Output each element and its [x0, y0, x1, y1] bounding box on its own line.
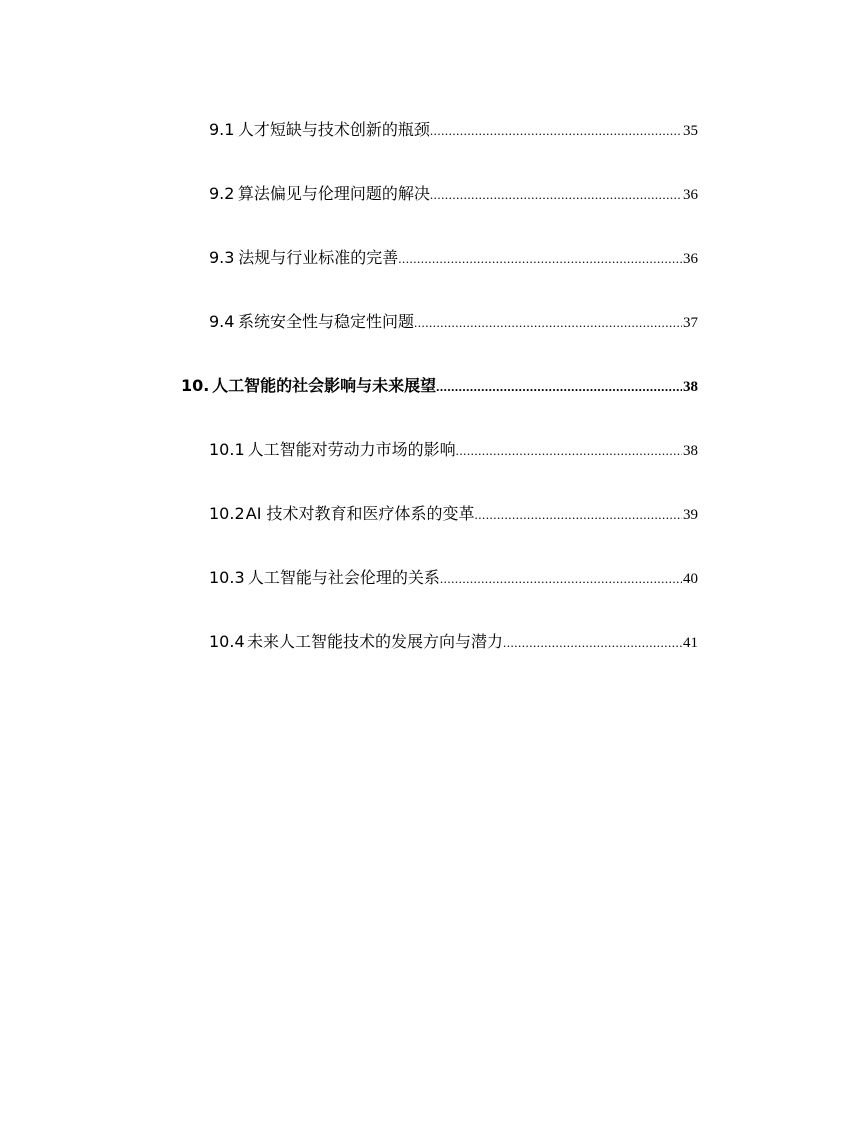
toc-entry-10-4[interactable]: [209, 630, 698, 654]
toc-entry-9-3[interactable]: [209, 246, 698, 270]
toc-entry-page: 37: [683, 315, 698, 331]
toc-entry-title: 系统安全性与稳定性问题: [238, 312, 415, 331]
toc-entry-page: 40: [683, 571, 698, 587]
toc-entry-page: 35: [683, 123, 698, 139]
toc-entry-title: 人工智能与社会伦理的关系: [247, 568, 440, 587]
toc-dot-leader: [436, 375, 682, 399]
toc-dot-leader: [414, 311, 682, 335]
toc-dot-leader: [456, 439, 682, 463]
toc-dot-leader: [398, 247, 682, 271]
toc-entry-title: 未来人工智能技术的发展方向与潜力: [247, 632, 504, 651]
toc-entry-10-1[interactable]: [209, 438, 698, 462]
toc-entry-title: AI 技术对教育和医疗体系的变革: [245, 504, 475, 523]
toc-entry-9-4[interactable]: [209, 310, 698, 334]
toc-entry-9-1[interactable]: [209, 118, 698, 142]
toc-entry-number: 9.2: [209, 184, 235, 203]
toc-entry-number: 10.2: [209, 504, 245, 523]
toc-entry-number: 9.3: [209, 248, 235, 267]
toc-entry-page: 41: [683, 635, 698, 651]
toc-dot-leader: [503, 631, 682, 655]
toc-chapter-10[interactable]: [181, 374, 698, 398]
toc-entry-page: 36: [683, 251, 698, 267]
toc-dot-leader: [430, 183, 682, 207]
toc-entry-number: 10.3: [209, 568, 245, 587]
toc-entry-9-2[interactable]: [209, 182, 698, 206]
toc-entry-number: 9.4: [209, 312, 235, 331]
toc-dot-leader: [475, 503, 682, 527]
toc-entry-title: 人工智能对劳动力市场的影响: [247, 440, 456, 459]
toc-chapter-page: 38: [683, 379, 698, 395]
toc-entry-number: 10.1: [209, 440, 245, 459]
toc-chapter-number: 10.: [181, 376, 210, 395]
toc-entry-title: 算法偏见与伦理问题的解决: [237, 184, 430, 203]
toc-entry-number: 9.1: [209, 120, 235, 139]
toc-entry-10-2[interactable]: [209, 502, 698, 526]
toc-entry-page: 38: [683, 443, 698, 459]
toc-dot-leader: [430, 119, 682, 143]
toc-entry-title: 人才短缺与技术创新的瓶颈: [237, 120, 430, 139]
toc-entry-number: 10.4: [209, 632, 245, 651]
toc-dot-leader: [440, 567, 682, 591]
toc-chapter-title: 人工智能的社会影响与未来展望: [212, 376, 437, 395]
toc-entry-page: 36: [683, 187, 698, 203]
toc-entry-title: 法规与行业标准的完善: [238, 248, 399, 267]
toc-entry-page: 39: [683, 507, 698, 523]
toc-entry-10-3[interactable]: [209, 566, 698, 590]
